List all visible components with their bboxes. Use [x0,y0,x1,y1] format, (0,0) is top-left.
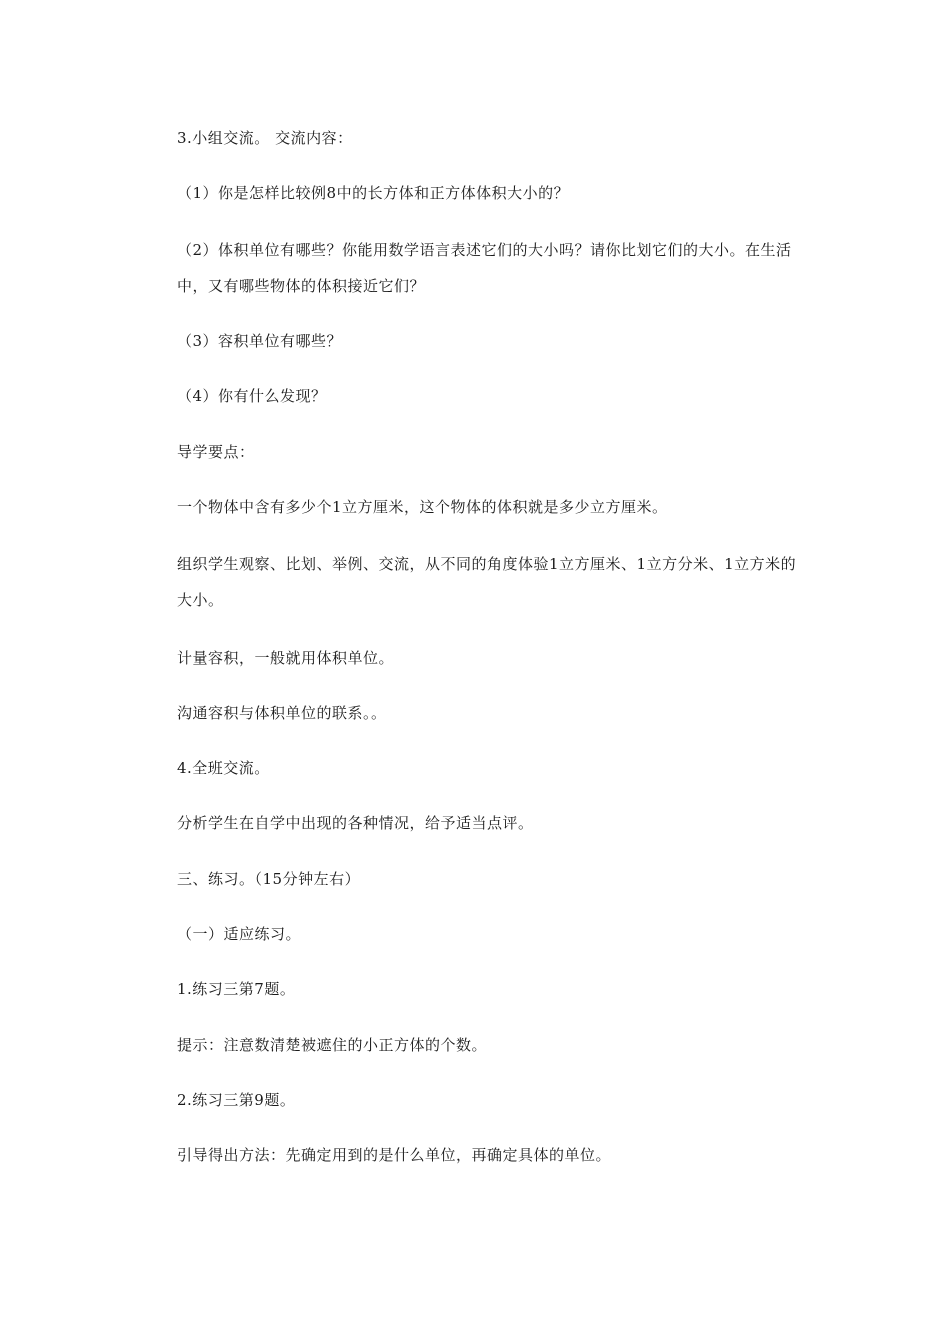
paragraph-method: 引导得出方法：先确定用到的是什么单位，再确定具体的单位。 [177,1146,612,1164]
paragraph-guidance-4: 沟通容积与体积单位的联系。。 [177,704,387,722]
paragraph-section-exercise: 三、练习。（15分钟左右） [177,870,361,888]
paragraph-guidance-2: 组织学生观察、比划、举例、交流，从不同的角度体验1立方厘米、1立方分米、1立方米的大小。 [177,555,797,609]
paragraph-group-discussion: 3.小组交流。 交流内容： [177,129,353,147]
paragraph-class-discussion: 4.全班交流。 [177,759,270,777]
paragraph-analysis: 分析学生在自学中出现的各种情况，给予适当点评。 [177,814,534,832]
paragraph-exercise-1: 1.练习三第7题。 [177,980,296,998]
paragraph-question-1: （1）你是怎样比较例8中的长方体和正方体体积大小的？ [177,184,570,202]
paragraph-subsection-adapt: （一）适应练习。 [177,925,302,943]
paragraph-question-4: （4）你有什么发现？ [177,387,327,405]
paragraph-guidance-1: 一个物体中含有多少个1立方厘米，这个物体的体积就是多少立方厘米。 [177,498,668,516]
paragraph-guidance-heading: 导学要点： [177,443,255,461]
paragraph-guidance-3: 计量容积，一般就用体积单位。 [177,649,395,667]
paragraph-question-2: （2）体积单位有哪些？你能用数学语言表述它们的大小吗？请你比划它们的大小。在生活中，又有哪些物体的体积接近它们？ [177,241,792,295]
paragraph-exercise-2: 2.练习三第9题。 [177,1091,296,1109]
paragraph-hint: 提示：注意数清楚被遮住的小正方体的个数。 [177,1036,488,1054]
paragraph-question-3: （3）容积单位有哪些？ [177,332,343,350]
